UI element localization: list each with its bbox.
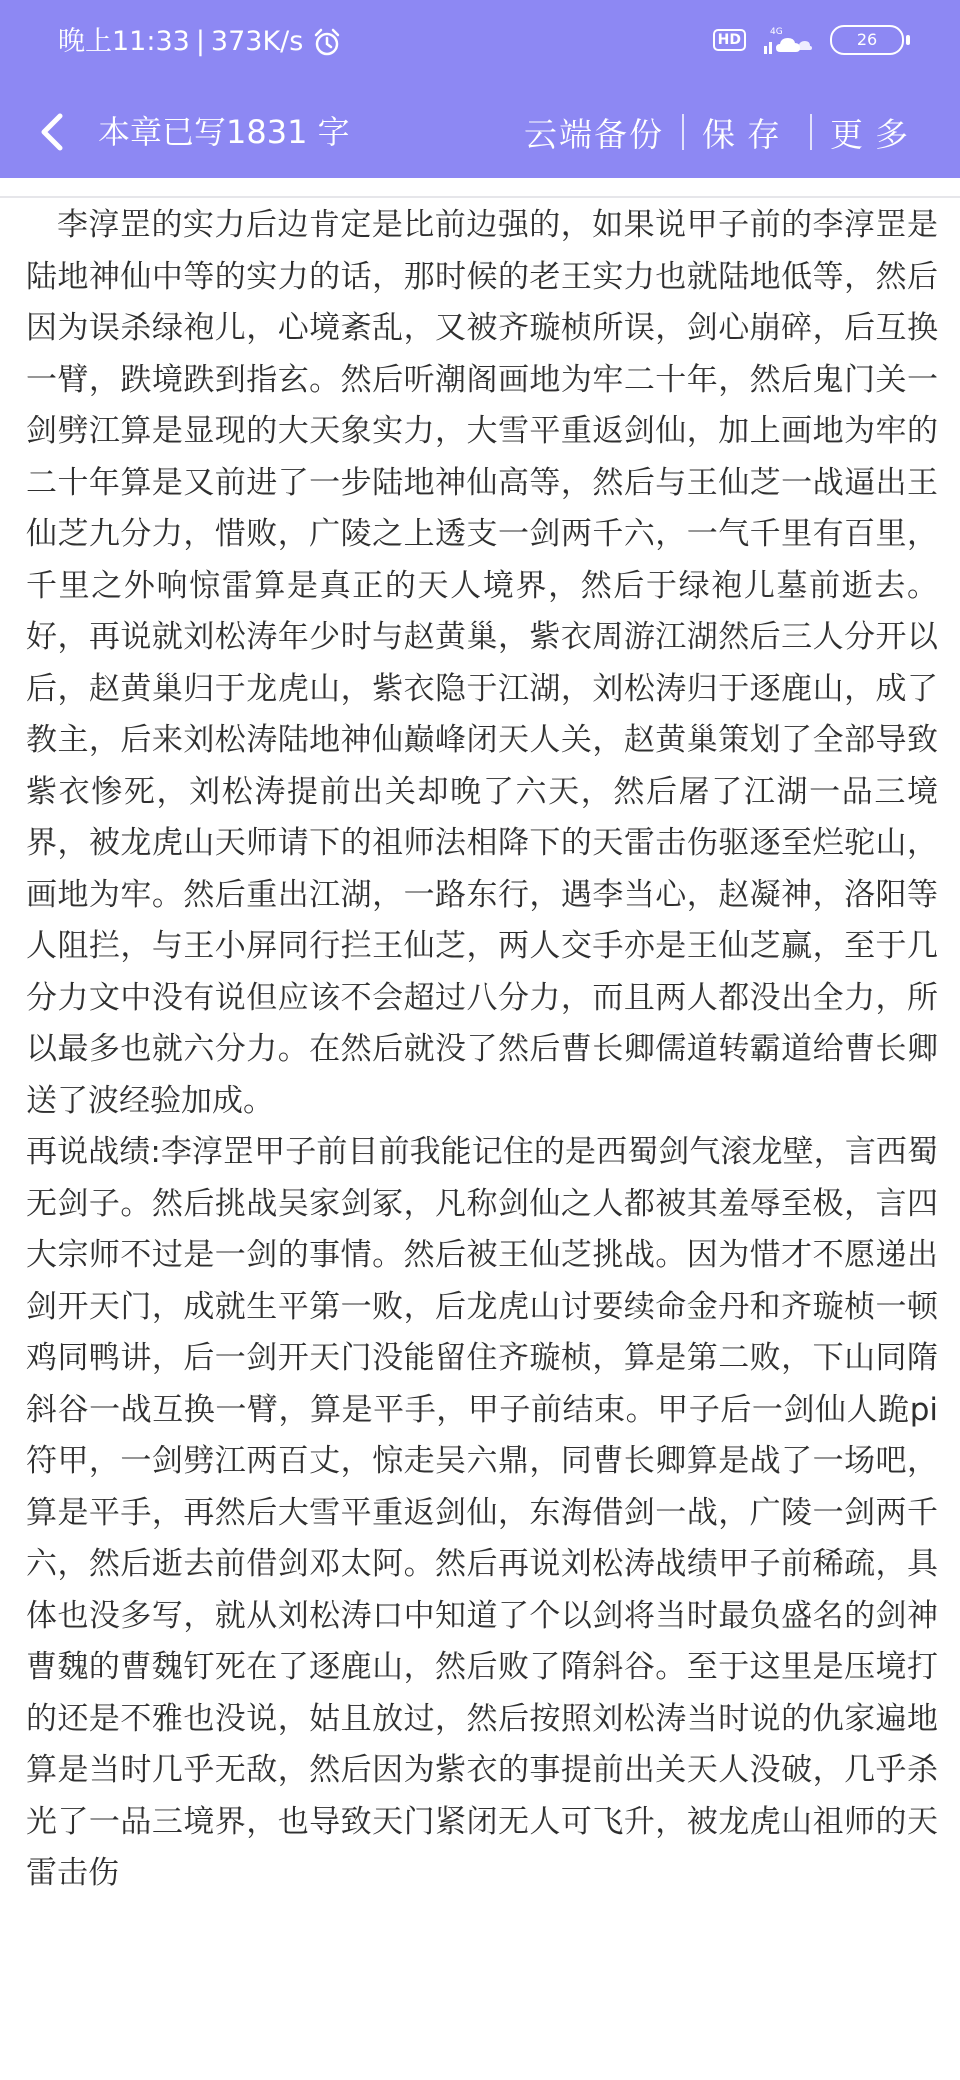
- text-paragraph[interactable]: 李淳罡的实力后边肯定是比前边强的，如果说甲子前的李淳罡是陆地神仙中等的实力的话，那时候的老王实力也就陆地低等，然后因为误杀绿袍儿，心境紊乱，又被齐璇桢所误，剑心崩碎，后互换一臂，跌境跌到指玄。然后听潮阁画地为牢二十年，然后鬼门关一剑劈江算是显现的大天象实力，大雪平重返剑仙，加上画地为牢的二十年算是又前进了一步陆地神仙高等，然后与王仙芝一战逼出王仙芝九分力，惜败，广陵之上透支一剑两千六，一气千里有百里，千里之外响惊雷算是真正的天人境界，然后于绿袍儿墓前逝去。好，再说就刘松涛年少时与赵黄巢，紫衣周游江湖然后三人分开以后，赵黄巢归于龙虎山，紫衣隐于江湖，刘松涛归于逐鹿山，成了教主，后来刘松涛陆地神仙巅峰闭天人关，赵黄巢策划了全部导致紫衣惨死，刘松涛提前出关却晚了六天，然后屠了江湖一品三境界，被龙虎山天师请下的祖师法相降下的天雷击伤驱逐至烂驼山，画地为牢。然后重出江湖，一路东行，遇李当心，赵凝神，洛阳等人阻拦，与王小屏同行拦王仙芝，两人交手亦是王仙芝赢，至于几分力文中没有说但应该不会超过八分力，而且两人都没出全力，所以最多也就六分力。在然后就没了然后曹长卿儒道转霸道给曹长卿送了波经验加成。: [26, 207, 938, 1119]
- alarm-clock-icon: [311, 26, 343, 58]
- network-speed: 373K/s: [210, 26, 304, 57]
- status-right: [713, 24, 904, 56]
- toolbar-divider-line: [0, 196, 960, 198]
- cloud-backup-button[interactable]: 云端备份: [524, 114, 664, 154]
- status-left: [58, 22, 343, 62]
- more-button[interactable]: 更多: [830, 114, 920, 154]
- battery-indicator: [830, 25, 904, 55]
- status-bar: [0, 0, 960, 86]
- status-separator: |: [195, 26, 205, 57]
- chapter-text-editor[interactable]: [26, 200, 938, 2080]
- signal-cloud-icon: [762, 24, 814, 56]
- hd-badge: HD: [713, 29, 746, 51]
- battery-level: 26: [856, 30, 878, 49]
- save-button[interactable]: 保存: [702, 114, 792, 154]
- network-type-label: 4G: [770, 27, 783, 37]
- battery-tip: [906, 35, 910, 45]
- clock: 晚上11:33: [58, 26, 190, 57]
- toolbar-actions: [506, 86, 938, 178]
- editor-toolbar: [0, 86, 960, 178]
- chapter-word-count: 本章已写1831 字: [98, 113, 350, 151]
- back-arrow-icon[interactable]: [28, 106, 80, 158]
- text-paragraph[interactable]: 再说战绩:李淳罡甲子前目前我能记住的是西蜀剑气滚龙壁，言西蜀无剑子。然后挑战吴家剑冢，凡称剑仙之人都被其羞辱至极，言四大宗师不过是一剑的事情。然后被王仙芝挑战。因为惜才不愿递出剑开天门，成就生平第一败，后龙虎山讨要续命金丹和齐璇桢一顿鸡同鸭讲，后一剑开天门没能留住齐璇桢，算是第二败，下山同隋斜谷一战互换一臂，算是平手，甲子前结束。甲子后一剑仙人跪pi符甲，一剑劈江两百丈，惊走吴六鼎，同曹长卿算是战了一场吧，算是平手，再然后大雪平重返剑仙，东海借剑一战，广陵一剑两千六，然后逝去前借剑邓太阿。然后再说刘松涛战绩甲子前稀疏，具体也没多写，就从刘松涛口中知道了个以剑将当时最负盛名的剑神曹魏的曹魏钉死在了逐鹿山，然后败了隋斜谷。至于这里是压境打的还是不雅也没说，姑且放过，然后按照刘松涛当时说的仇家遍地算是当时几乎无敌，然后因为紫衣的事提前出关天人没破，几乎杀光了一品三境界，也导致天门紧闭无人可飞升，被龙虎山祖师的天雷击伤: [26, 1134, 938, 1891]
